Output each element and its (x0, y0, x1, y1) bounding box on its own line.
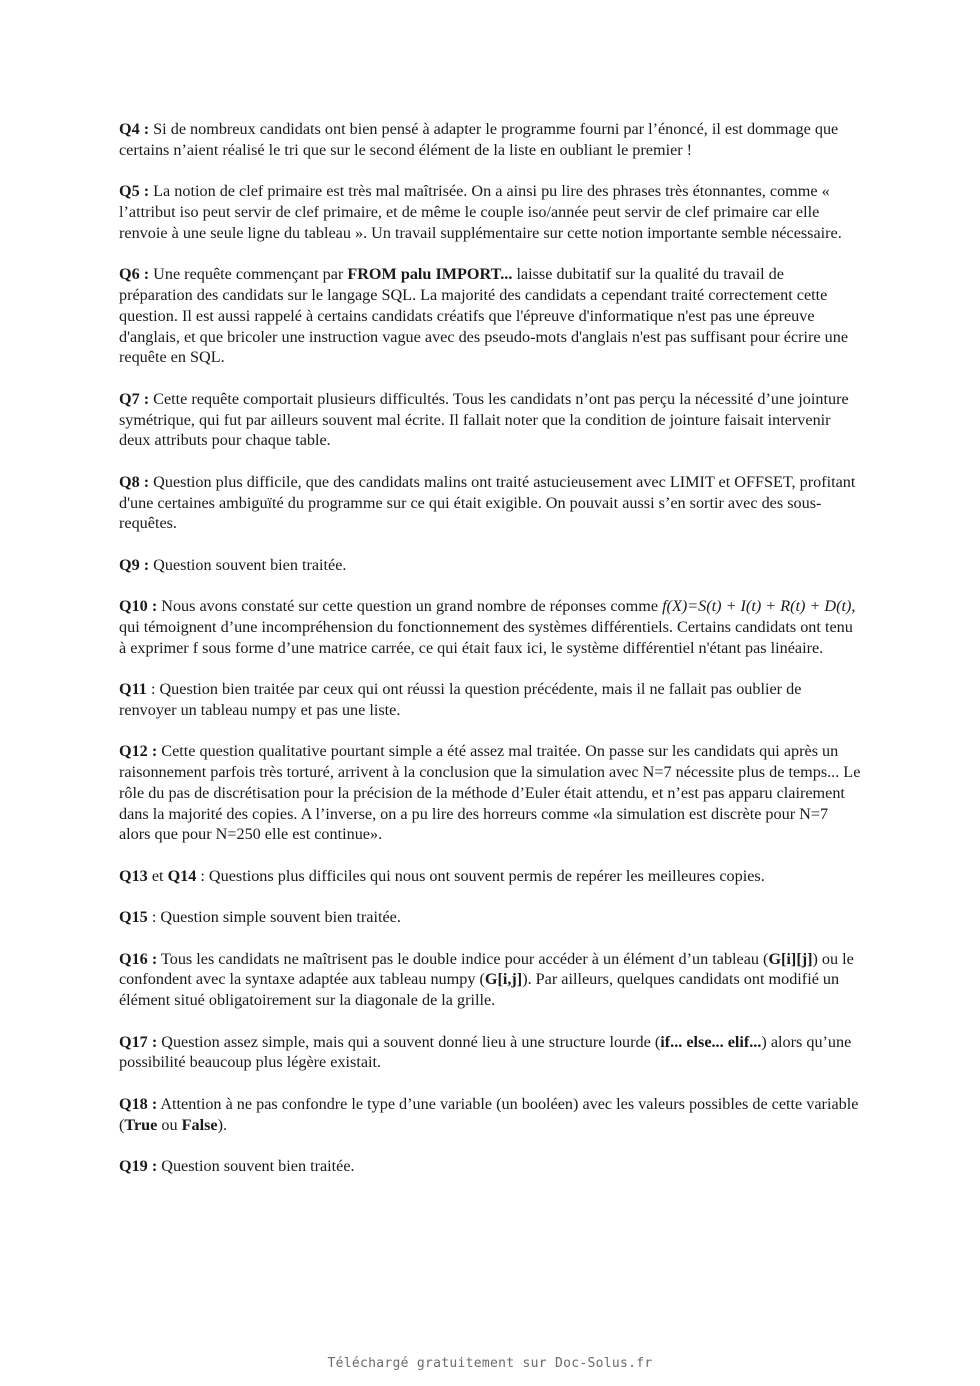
bold-text: Q11 (119, 680, 147, 699)
italic-formula: f(X)=S(t) + I(t) + R(t) + D(t) (662, 597, 852, 616)
paragraph-text: Question assez simple, mais qui a souvent donné lieu à une structure lourde ( (157, 1032, 661, 1051)
bold-text: True (124, 1115, 158, 1134)
paragraph-text: : Questions plus difficiles qui nous ont souvent permis de repérer les meilleures copies. (196, 866, 765, 885)
paragraph-text: , qui témoignent d’une incompréhension du fonctionnement des systèmes différentiels. Certains candidats ont tenu à exprimer f sous forme d’une matrice carrée, ce qui était faux ici, le système différentiel n'étant pas linéaire. (119, 597, 856, 657)
paragraph-q9 (119, 555, 861, 576)
paragraph-q15 (119, 907, 861, 928)
paragraph-q4 (119, 119, 861, 161)
paragraph-text: Question plus difficile, que des candidats malins ont traité astucieusement avec LIMIT et OFFSET, profitant d'une certaines ambiguïté du programme sur ce qui était exigible. On pouvait aussi s’en sortir avec des sous-requêtes. (119, 472, 856, 533)
bold-text: Q10 : (119, 597, 158, 616)
paragraph-q17 (119, 1032, 861, 1074)
bold-text: Q18 : (119, 1094, 158, 1113)
paragraph-text: Attention à ne pas confondre le type d’une variable (un booléen) avec les valeurs possibles de cette variable ( (119, 1094, 859, 1134)
paragraph-q16 (119, 949, 861, 1011)
paragraph-text: et (147, 866, 168, 885)
bold-text: Q6 : (119, 265, 150, 284)
bold-text: G[i][j] (768, 949, 813, 968)
paragraph-text: Nous avons constaté sur cette question un grand nombre de réponses comme (157, 597, 663, 616)
paragraph-text: Cette requête comportait plusieurs difficultés. Tous les candidats n’ont pas perçu la nécessité d’une jointure symétrique, qui fut par ailleurs souvent mal écrite. Il fallait noter que la condition de jointure faisait intervenir deux attributs pour chaque table. (119, 389, 849, 450)
paragraph-text: ). (217, 1115, 228, 1134)
bold-text: Q8 : (119, 472, 150, 491)
bold-text: Q4 : (119, 120, 150, 138)
paragraph-text: Cette question qualitative pourtant simple a été assez mal traitée. On passe sur les candidats qui après un raisonnement parfois très torturé, arrivent à la conclusion que la simulation avec N=7 nécessite plus de temps... Le rôle du pas de discrétisation pour la précision de la méthode d’Euler était attendu, et n’est pas apparu clairement dans la majorité des copies. A l’inverse, on a pu lire des horreurs comme «la simulation est discrète pour N=7 alors que pour N=250 elle est continue». (119, 742, 861, 844)
paragraph-text: La notion de clef primaire est très mal maîtrisée. On a ainsi pu lire des phrases très étonnantes, comme « l’attribut iso peut servir de clef primaire, et de même le couple iso/année peut servir de clef primaire car elle renvoie à une seule ligne du tableau ». Un travail supplémentaire sur cette notion importante semble nécessaire. (119, 182, 842, 242)
footer-download-notice: Téléchargé gratuitement sur Doc-Solus.fr (327, 1356, 653, 1371)
paragraph-text: Tous les candidats ne maîtrisent pas le double indice pour accéder à un élément d’un tableau ( (157, 949, 769, 968)
paragraph-q19 (119, 1156, 861, 1177)
bold-text: Q16 : (119, 949, 158, 968)
bold-text: Q13 (119, 866, 148, 885)
paragraph-q7 (119, 389, 861, 451)
paragraph-q8 (119, 472, 861, 534)
paragraph-text: : Question simple souvent bien traitée. (147, 908, 401, 927)
bold-text: Q17 : (119, 1032, 158, 1051)
paragraph-q11 (119, 679, 861, 721)
paragraph-text: ) alors qu’une possibilité beaucoup plus légère existait. (119, 1032, 852, 1072)
bold-text: Q15 (119, 908, 148, 927)
bold-text: FROM palu IMPORT... (347, 265, 513, 284)
paragraph-q12 (119, 741, 861, 845)
paragraph-text: ou (157, 1115, 182, 1134)
bold-text: G[i,j] (484, 970, 523, 989)
bold-text: Q9 : (119, 555, 150, 574)
bold-text: Q14 (167, 866, 197, 885)
bold-text: Q5 : (119, 182, 150, 201)
paragraph-text: ) ou le confondent avec la syntaxe adaptée aux tableau numpy ( (119, 949, 854, 989)
paragraph-text: Question souvent bien traitée. (149, 555, 347, 574)
paragraph-q18 (119, 1094, 861, 1136)
paragraph-text: ). Par ailleurs, quelques candidats ont modifié un élément situé obligatoirement sur la diagonale de la grille. (119, 970, 840, 1010)
bold-text: if... else... elif... (660, 1032, 762, 1051)
paragraph-text: : Question bien traitée par ceux qui ont réussi la question précédente, mais il ne fallait pas oublier de renvoyer un tableau numpy et pas une liste. (119, 680, 802, 719)
paragraph-q10 (119, 596, 861, 658)
paragraph-text: Si de nombreux candidats ont bien pensé à adapter le programme fourni par l’énoncé, il est dommage que certains n’aient réalisé le tri que sur le second élément de la liste en oubliant le premier ! (119, 120, 839, 159)
paragraph-text: Une requête commençant par (149, 265, 348, 284)
paragraph-q13 (119, 866, 861, 887)
bold-text: False (181, 1115, 218, 1134)
bold-text: Q7 : (119, 389, 150, 408)
paragraph-text: laisse dubitatif sur la qualité du travail de préparation des candidats sur le langage SQL. La majorité des candidats a cependant traité correctement cette question. Il est aussi rappelé à certains candidats créatifs que l'épreuve d'informatique n'est pas une épreuve d'anglais, et que bricoler une instruction vague avec des pseudo-mots d'anglais n'est pas suffisant pour écrire une requête en SQL. (119, 265, 849, 367)
paragraph-text: Question souvent bien traitée. (157, 1157, 355, 1175)
document-body (119, 119, 861, 1197)
paragraph-q6 (119, 264, 861, 368)
bold-text: Q12 : (119, 742, 158, 761)
bold-text: Q19 : (119, 1157, 158, 1175)
paragraph-q5 (119, 181, 861, 243)
